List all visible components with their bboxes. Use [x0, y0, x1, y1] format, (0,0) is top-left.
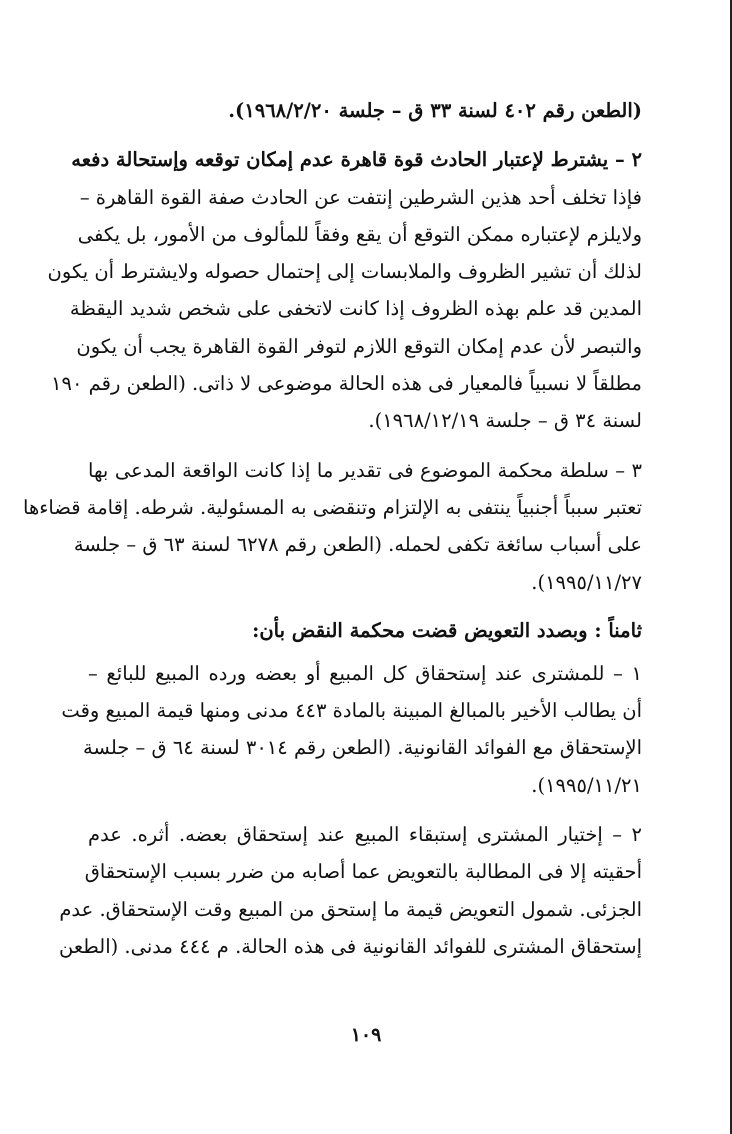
paragraph-gap [88, 440, 642, 452]
text-line: (الطعن رقم ٤٠٢ لسنة ٣٣ ق – جلسة ١٩٦٨/٢/٢٠). [228, 99, 642, 122]
text-line: إستحقاق المشترى للفوائد القانونية فى هذه الحالة. م ٤٤٤ مدنى. (الطعن [59, 934, 642, 958]
text-line: ٢ – يشترط لإعتبار الحادث قوة قاهرة عدم إمكان توقعه وإستحالة دفعه [71, 148, 642, 172]
text-line: فإذا تخلف أحد هذين الشرطين إنتفت عن الحادث صفة القوة القاهرة – [79, 185, 642, 209]
paragraph-gap [88, 129, 642, 141]
text-line: ولايلزم لإعتباره ممكن التوقع أن يقع وفقاً للمألوف من الأمور، بل يكفى [77, 222, 642, 246]
text-line: على أسباب سائغة تكفى لحمله. (الطعن رقم ٦٢٧٨ لسنة ٦٣ ق – جلسة [73, 533, 642, 557]
text-line: مطلقاً لا نسبياً فالمعيار فى هذه الحالة موضوعى لا ذاتى. (الطعن رقم ١٩٠ [51, 372, 642, 396]
text-line: الإستحقاق مع الفوائد القانونية. (الطعن رقم ٣٠١٤ لسنة ٦٤ ق – جلسة [82, 736, 642, 760]
text-line: ١٩٩٥/١١/٢١). [531, 773, 642, 797]
text-line: أحقيته إلا فى المطالبة بالتعويض عما أصابه من ضرر بسبب الإستحقاق [84, 860, 642, 884]
text-line: أن يطالب الأخير بالمبالغ المبينة بالمادة ٤٤٣ مدنى ومنها قيمة المبيع وقت [61, 699, 642, 723]
text-line: لسنة ٣٤ ق – جلسة ١٩٦٨/١٢/١٩). [368, 409, 642, 433]
text-line: ١٩٩٥/١١/٢٧). [531, 570, 642, 594]
text-line: المدين قد علم بهذه الظروف إذا كانت لاتخفى على شخص شديد اليقظة [69, 297, 642, 321]
ruling-paragraph-buyer-entitlement [61, 655, 642, 804]
citation-paragraph [88, 92, 642, 129]
text-line: الجزئى. شمول التعويض قيمة ما إستحق من المبيع وقت الإستحقاق. عدم [59, 897, 642, 921]
text-line: تعتبر سبباً أجنبياً ينتفى به الإلتزام وتنقضى به المسئولية. شرطه. إقامة قضاءها [23, 495, 642, 519]
text-line: ١ – للمشترى عند إستحقاق كل المبيع أو بعضه ورده المبيع للبائع – [88, 661, 642, 685]
paragraph-gap [88, 804, 642, 816]
text-line: ٣ – سلطة محكمة الموضوع فى تقدير ما إذا كانت الواقعة المدعى بها [88, 458, 642, 482]
ruling-paragraph-partial-entitlement [59, 816, 642, 965]
text-line: والتبصر لأن عدم إمكان التوقع اللازم لتوفر القوة القاهرة يجب أن يكون [76, 334, 642, 358]
page-number: ١٠٩ [350, 1024, 382, 1046]
ruling-paragraph-force-majeure [47, 141, 642, 439]
text-line: لذلك أن تشير الظروف والملابسات إلى إحتمال حصوله ولايشترط أن يكون [47, 260, 642, 284]
ruling-paragraph-court-authority [23, 452, 642, 601]
text-line: ٢ – إختيار المشترى إستبقاء المبيع عند إستحقاق بعضه. أثره. عدم [88, 823, 642, 847]
section-heading: ثامناً : وبصدد التعويض قضت محكمة النقض بأن: [252, 618, 642, 642]
